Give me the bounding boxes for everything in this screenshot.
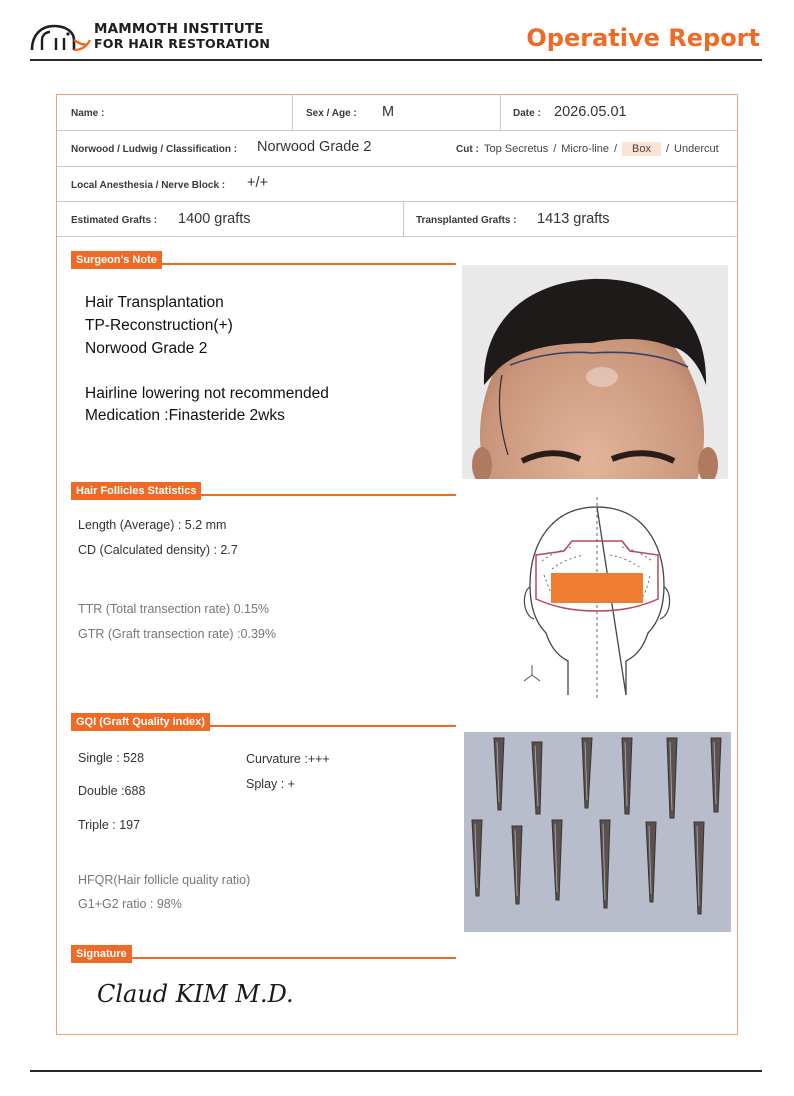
anesthesia-field[interactable]: +/+ [247, 175, 268, 191]
note-line: Norwood Grade 2 [85, 340, 208, 357]
classification-field[interactable]: Norwood Grade 2 [257, 139, 372, 155]
name-label: Name : [71, 108, 105, 119]
logo-line-2: FOR HAIR RESTORATION [94, 36, 271, 51]
report-frame [56, 94, 738, 1035]
classification-row [57, 131, 737, 167]
splay-stat: Splay : + [246, 777, 295, 791]
signature-heading [71, 945, 456, 963]
ttr-stat: TTR (Total transection rate) 0.15% [78, 602, 270, 616]
transplanted-grafts-label: Transplanted Grafts : [416, 215, 517, 226]
cut-label: Cut : [456, 144, 479, 155]
divider [403, 202, 404, 236]
classification-label: Norwood / Ludwig / Classification : [71, 144, 238, 155]
triple-count: Triple : 197 [78, 818, 141, 832]
cut-option-box-selected[interactable]: Box [622, 142, 661, 156]
gqi-heading [71, 713, 456, 731]
length-stat: Length (Average) : 5.2 mm [78, 518, 227, 532]
note-line: Hair Transplantation [85, 294, 224, 311]
cut-options: Top Secretus / Micro-line / Box / Undercut [484, 143, 719, 155]
note-line: Medication :Finasteride 2wks [85, 407, 285, 424]
double-count: Double :688 [78, 784, 146, 798]
surgeons-note-heading [71, 251, 456, 269]
date-label: Date : [513, 108, 541, 119]
gqi-title: GQI (Graft Quality index) [71, 713, 210, 731]
note-line: Hairline lowering not recommended [85, 385, 329, 402]
grafts-row [57, 202, 737, 237]
follicle-stats-title: Hair Follicles Statistics [71, 482, 201, 500]
follicle-stats-heading [71, 482, 456, 500]
cut-option-top-secretus[interactable]: Top Secretus [484, 143, 549, 155]
header-rule [30, 59, 762, 61]
note-line: TP-Reconstruction(+) [85, 317, 233, 334]
logo-line-1: MAMMOTH INSTITUTE [94, 21, 264, 37]
cut-option-undercut[interactable]: Undercut [674, 143, 719, 155]
g-ratio-stat: G1+G2 ratio : 98% [78, 897, 182, 911]
sex-age-label: Sex / Age : [306, 108, 357, 119]
cut-option-micro-line[interactable]: Micro-line [561, 143, 609, 155]
doctor-signature: Claud KIM M.D. [97, 980, 294, 1008]
gtr-stat: GTR (Graft transection rate) :0.39% [78, 627, 276, 641]
estimated-grafts-field[interactable]: 1400 grafts [178, 211, 251, 227]
density-stat: CD (Calculated density) : 2.7 [78, 543, 238, 557]
donor-area-diagram [512, 495, 682, 700]
signature-title: Signature [71, 945, 132, 963]
sex-age-field[interactable]: M [382, 104, 395, 120]
patient-info-row [57, 95, 737, 131]
estimated-grafts-label: Estimated Grafts : [71, 215, 158, 226]
surgeons-note-title: Surgeon's Note [71, 251, 162, 269]
divider [292, 95, 293, 130]
footer-rule [30, 1070, 762, 1072]
transplanted-grafts-field[interactable]: 1413 grafts [537, 211, 610, 227]
hfqr-label: HFQR(Hair follicle quality ratio) [78, 873, 251, 887]
divider [500, 95, 501, 130]
curvature-stat: Curvature :+++ [246, 752, 330, 766]
graft-sample-photo [464, 732, 731, 932]
date-field[interactable]: 2026.05.01 [554, 104, 627, 120]
institute-logo [30, 20, 280, 54]
single-count: Single : 528 [78, 751, 145, 765]
anesthesia-row [57, 167, 737, 202]
mammoth-logo-icon [30, 20, 92, 52]
page-title: Operative Report [526, 24, 760, 52]
anesthesia-label: Local Anesthesia / Nerve Block : [71, 180, 226, 191]
hairline-photo [462, 265, 728, 479]
